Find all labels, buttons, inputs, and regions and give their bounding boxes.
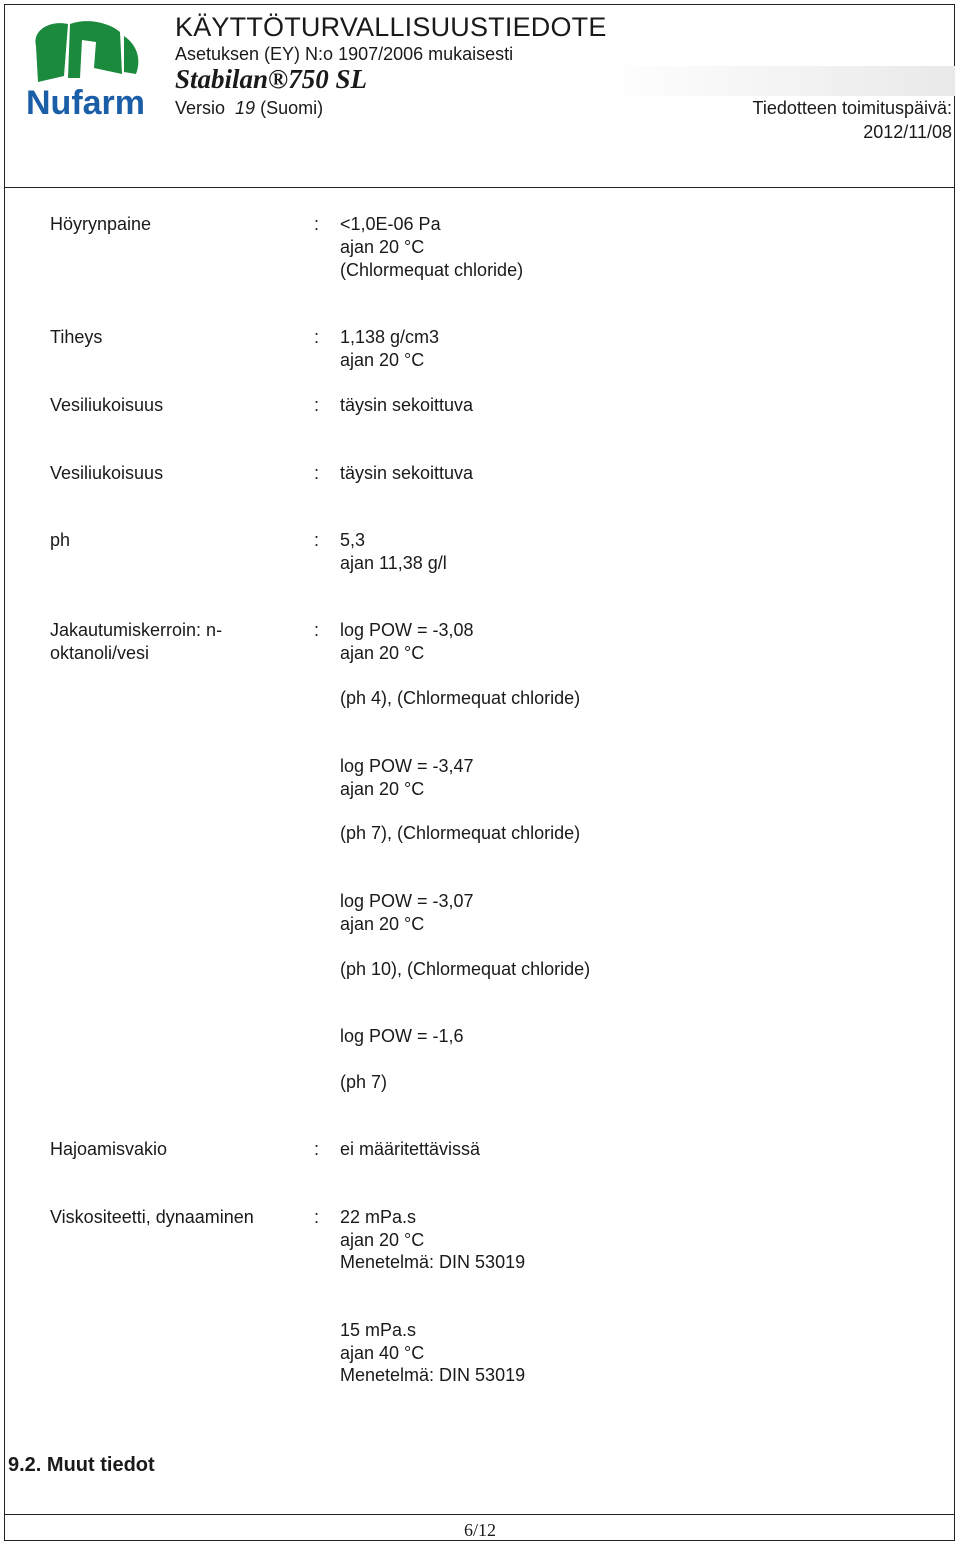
property-value: täysin sekoittuva [340,463,474,483]
footer-divider [5,1514,955,1515]
nufarm-logo [24,16,148,118]
property-colon: : [314,1139,320,1159]
svg-text:Nufarm: Nufarm [26,84,146,118]
version-info [175,98,323,119]
header-divider [5,187,955,188]
property-label: Hajoamisvakio [50,1139,168,1159]
property-value: (ph 7), (Chlormequat chloride) [340,823,581,843]
property-value: (ph 4), (Chlormequat chloride) [340,688,581,708]
property-label: Tiheys [50,327,103,347]
property-value: 5,3 [340,530,366,550]
property-value: ei määritettävissä [340,1139,481,1159]
property-value: ajan 20 °C [340,914,425,934]
product-name: Stabilan®750 SL [175,64,367,94]
property-label: ph [50,530,71,550]
version-label: Versio [175,98,226,118]
property-value: log POW = -3,08 [340,620,474,640]
property-value: log POW = -1,6 [340,1026,464,1046]
property-value: (Chlormequat chloride) [340,260,524,280]
property-value: ajan 20 °C [340,1230,425,1250]
page-number: 6/12 [463,1520,496,1540]
property-value: ajan 20 °C [340,237,425,257]
property-value: ajan 20 °C [340,779,425,799]
property-value: (ph 10), (Chlormequat chloride) [340,959,591,979]
regulation-subtitle: Asetuksen (EY) N:o 1907/2006 mukaisesti [175,44,514,64]
property-value: täysin sekoittuva [340,395,474,415]
property-value: (ph 7) [340,1072,388,1092]
property-label: Vesiliukoisuus [50,395,164,415]
property-label: Vesiliukoisuus [50,463,164,483]
property-value: ajan 20 °C [340,643,425,663]
document-title: KÄYTTÖTURVALLISUUSTIEDOTE [175,12,607,42]
property-label: Viskositeetti, dynaaminen [50,1207,254,1227]
property-value: ajan 20 °C [340,350,425,370]
property-value: log POW = -3,47 [340,756,474,776]
property-label: Höyrynpaine [50,214,152,234]
property-colon: : [314,395,320,415]
property-colon: : [314,214,320,234]
property-value: ajan 11,38 g/l [340,553,447,573]
issue-date-value: 2012/11/08 [863,122,952,142]
property-colon: : [314,530,320,550]
section-heading: 9.2. Muut tiedot [8,1454,155,1476]
property-value: 22 mPa.s [340,1207,417,1227]
version-number: 19 [235,98,256,118]
property-value: 1,138 g/cm3 [340,327,440,347]
property-colon: : [314,1207,320,1227]
property-value: log POW = -3,07 [340,891,474,911]
property-value: ajan 40 °C [340,1343,425,1363]
issue-date-label: Tiedotteen toimituspäivä: [752,98,952,118]
property-label: Jakautumiskerroin: n- oktanoli/vesi [50,620,223,663]
version-language: (Suomi) [260,98,324,118]
property-colon: : [314,463,320,483]
property-value: Menetelmä: DIN 53019 [340,1365,526,1385]
property-colon: : [314,327,320,347]
property-value: 15 mPa.s [340,1320,417,1340]
property-value: <1,0E-06 Pa [340,214,441,234]
property-colon: : [314,620,320,640]
property-value: Menetelmä: DIN 53019 [340,1252,526,1272]
